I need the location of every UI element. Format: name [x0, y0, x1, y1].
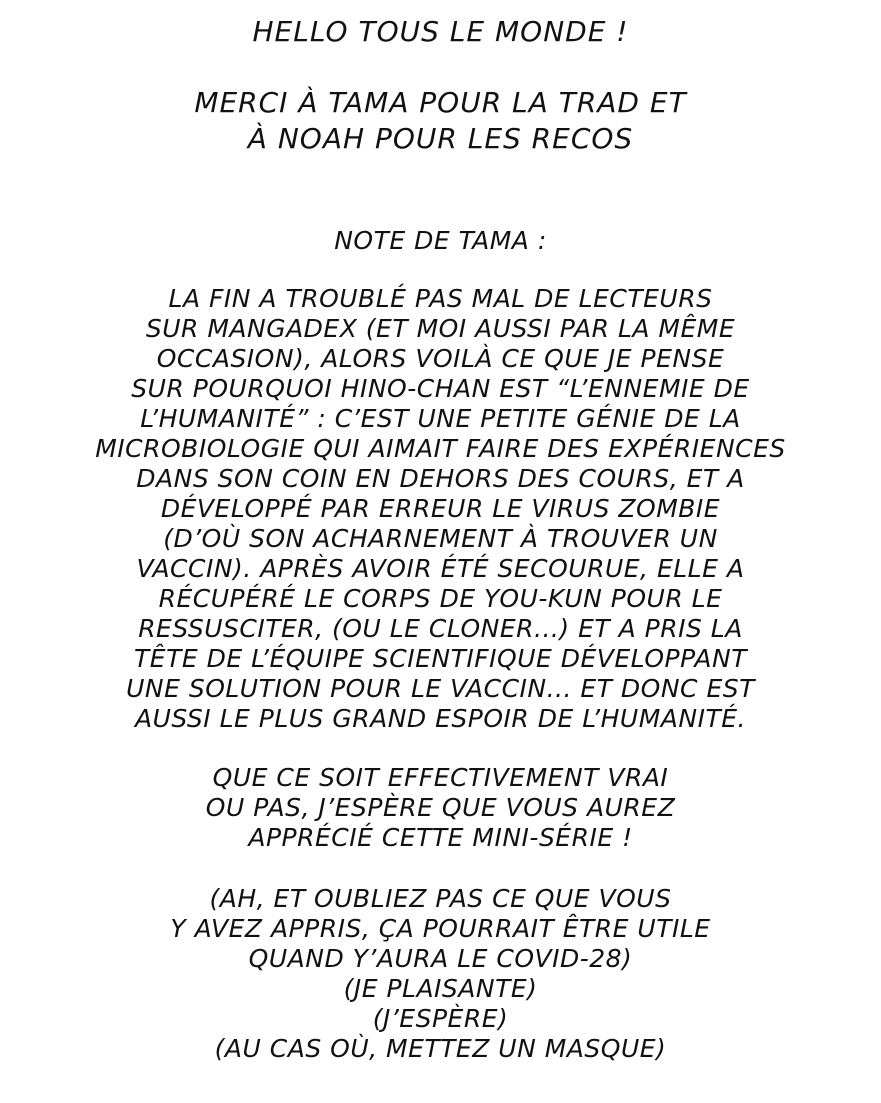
text-line: QUAND Y’AURA LE COVID-28)	[248, 944, 633, 973]
text-line: DÉVELOPPÉ PAR ERREUR LE VIRUS ZOMBIE	[160, 494, 721, 523]
text-line: RÉCUPÉRÉ LE CORPS DE YOU-KUN POUR LE	[158, 584, 723, 613]
text-line: MICROBIOLOGIE QUI AIMAIT FAIRE DES EXPÉRIENCES	[95, 434, 786, 463]
thanks-line-2: À NOAH POUR LES RECOS	[247, 122, 634, 155]
text-line: (D’OÙ SON ACHARNEMENT À TROUVER UN	[163, 524, 718, 553]
text-line: TÊTE DE L’ÉQUIPE SCIENTIFIQUE DÉVELOPPANT	[134, 644, 747, 673]
text-line: (AH, ET OUBLIEZ PAS CE QUE VOUS	[209, 884, 672, 913]
text-line: VACCIN). APRÈS AVOIR ÉTÉ SECOURUE, ELLE A	[136, 554, 745, 583]
text-line: DANS SON COIN EN DEHORS DES COURS, ET A	[136, 464, 745, 493]
text-line: OU PAS, J’ESPÈRE QUE VOUS AUREZ	[205, 793, 676, 822]
text-line: SUR POURQUOI HINO-CHAN EST “L’ENNEMIE DE	[131, 374, 750, 403]
text-line: QUE CE SOIT EFFECTIVEMENT VRAI	[212, 763, 669, 792]
text-line: OCCASION), ALORS VOILÀ CE QUE JE PENSE	[156, 344, 725, 373]
note-title: NOTE DE TAMA :	[334, 226, 547, 255]
text-line: (J’ESPÈRE)	[372, 1004, 509, 1033]
text-line: (JE PLAISANTE)	[343, 974, 538, 1003]
text-line: APPRÉCIÉ CETTE MINI-SÉRIE !	[248, 823, 633, 852]
text-line: SUR MANGADEX (ET MOI AUSSI PAR LA MÊME	[145, 314, 736, 343]
text-line: AUSSI LE PLUS GRAND ESPOIR DE L’HUMANITÉ.	[135, 704, 746, 733]
greeting: HELLO TOUS LE MONDE !	[252, 15, 629, 48]
text-line: UNE SOLUTION POUR LE VACCIN... ET DONC EST	[126, 674, 755, 703]
text-line: LA FIN A TROUBLÉ PAS MAL DE LECTEURS	[168, 284, 713, 313]
text-line: RESSUSCITER, (OU LE CLONER...) ET A PRIS LA	[138, 614, 743, 643]
text-line: (AU CAS OÙ, METTEZ UN MASQUE)	[214, 1034, 667, 1063]
text-line: L’HUMANITÉ” : C’EST UNE PETITE GÉNIE DE LA	[140, 404, 741, 433]
thanks-line-1: MERCI À TAMA POUR LA TRAD ET	[194, 86, 687, 119]
text-line: Y AVEZ APPRIS, ÇA POURRAIT ÊTRE UTILE	[170, 914, 711, 943]
